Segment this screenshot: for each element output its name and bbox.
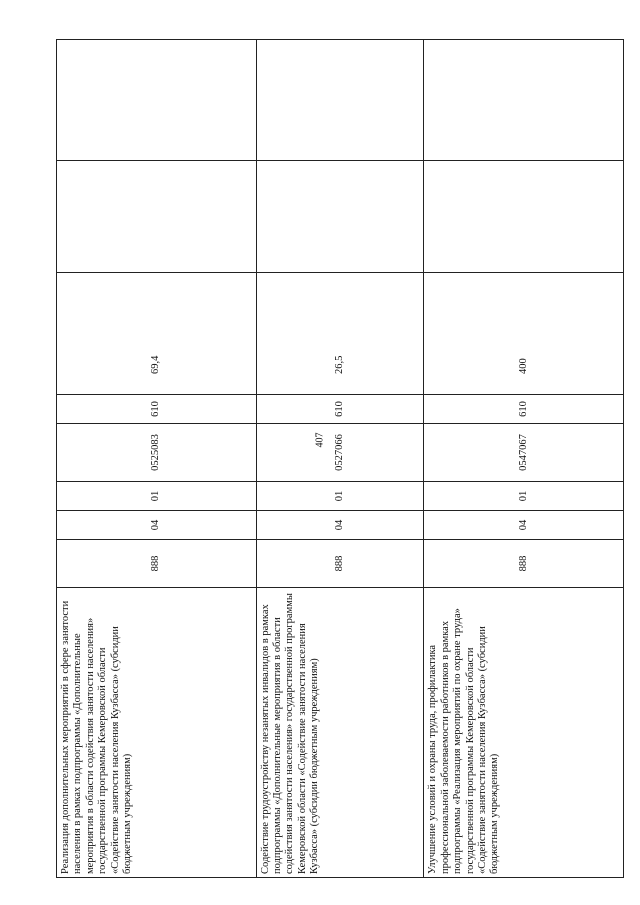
row-description: Реализация дополнительных мероприятий в сфере занятости населения в рамках подпрограммы «Дополнительные мероприятия в области содействия занятости населения» государственной программы Кемеровской области «Содействие занятости населения Кузбасса» (субсидии бюджетным учреждениям)	[57, 588, 257, 878]
target-article-code: 0527066	[256, 424, 424, 482]
extra-column-2	[256, 40, 424, 161]
table-row	[256, 40, 424, 878]
extra-column-1	[57, 161, 257, 273]
amount-value: 26,5	[256, 273, 424, 395]
subsection-code: 01	[57, 482, 257, 511]
amount-value: 400	[424, 273, 624, 395]
expense-type-code: 610	[424, 395, 624, 424]
expense-type-code: 610	[256, 395, 424, 424]
extra-column-1	[424, 161, 624, 273]
subsection-code: 01	[424, 482, 624, 511]
page-number: 407	[314, 432, 326, 448]
section-code: 04	[57, 511, 257, 540]
expense-type-code: 610	[57, 395, 257, 424]
ministry-code: 888	[57, 540, 257, 588]
section-code: 04	[256, 511, 424, 540]
row-description: Содействие трудоустройству незанятых инвалидов в рамках подпрограммы «Дополнительные мероприятия в области содействия занятости населения» государственной программы Кемеровской области «Содействие занятости населения Кузбасса» (субсидии бюджетным учреждениям)	[256, 588, 424, 878]
table-row	[424, 40, 624, 878]
extra-column-2	[57, 40, 257, 161]
section-code: 04	[424, 511, 624, 540]
extra-column-2	[424, 40, 624, 161]
rotated-table-wrapper	[56, 40, 624, 878]
budget-table	[56, 39, 624, 878]
target-article-code: 0547067	[424, 424, 624, 482]
row-description: Улучшение условий и охраны труда, профилактика профессиональной заболеваемости работников в рамках подпрограммы «Реализация мероприятий по охране труда» государственной программы Кемеровской области «Содействие занятости населения Кузбасса» (субсидии бюджетным учреждениям)	[424, 588, 624, 878]
ministry-code: 888	[424, 540, 624, 588]
amount-value: 69,4	[57, 273, 257, 395]
subsection-code: 01	[256, 482, 424, 511]
extra-column-1	[256, 161, 424, 273]
target-article-code: 0525083	[57, 424, 257, 482]
table-row	[57, 40, 257, 878]
ministry-code: 888	[256, 540, 424, 588]
